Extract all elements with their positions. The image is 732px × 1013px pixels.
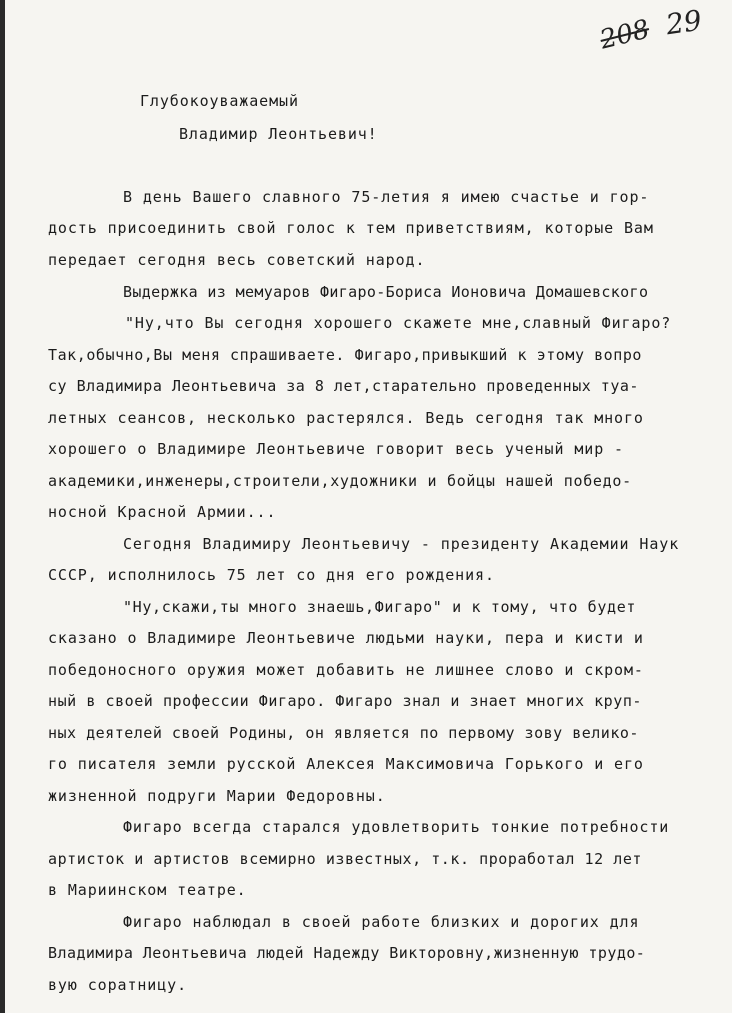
text-line: Владимира Леонтьевича людей Надежду Викторовну,жизненную трудо-	[48, 944, 646, 962]
text-line: Фигаро наблюдал в своей работе близких и дорогих для	[123, 913, 640, 931]
text-line: дость присоединить свой голос к тем приветствиям, которые Вам	[48, 219, 654, 237]
text-line: летных сеансов, несколько растерялся. Ведь сегодня так много	[48, 409, 644, 427]
text-line: го писателя земли русской Алексея Максимовича Горького и его	[48, 755, 644, 773]
text-line: артисток и артистов всемирно известных, т.к. проработал 12 лет	[48, 850, 643, 868]
old-page-number: 208	[597, 14, 653, 56]
text-line: ных деятелей своей Родины, он является по первому зову велико-	[48, 724, 639, 742]
page-number: 29	[664, 3, 705, 42]
text-line: ный в своей профессии Фигаро. Фигаро знал и знает многих круп-	[48, 692, 643, 710]
text-line: су Владимира Леонтьевича за 8 лет,старательно проведенных туа-	[48, 377, 639, 395]
text-line: жизненной подруги Марии Федоровны.	[48, 787, 386, 805]
text-line: хорошего о Владимире Леонтьевиче говорит весь ученый мир -	[48, 440, 624, 458]
salutation-line-1: Глубокоуважаемый	[140, 92, 299, 110]
text-line: в Мариинском театре.	[48, 881, 247, 899]
text-line: Выдержка из мемуаров Фигаро-Бориса Ионовича Домашевского	[123, 283, 649, 301]
text-line: Сегодня Владимиру Леонтьевичу - президенту Академии Наук	[123, 535, 680, 553]
text-line: "Ну,что Вы сегодня хорошего скажете мне,славный Фигаро?	[125, 314, 672, 332]
text-line: сказано о Владимире Леонтьевиче людьми науки, пера и кисти и	[48, 629, 644, 647]
text-line: академики,инженеры,строители,художники и бойцы нашей победо-	[48, 472, 632, 490]
text-line: носной Красной Армии...	[48, 503, 277, 521]
text-line: В день Вашего славного 75-летия я имею счастье и гор-	[123, 188, 650, 206]
scan-edge	[0, 0, 5, 1013]
text-line: победоносного оружия может добавить не лишнее слово и скром-	[48, 661, 644, 679]
text-line: передает сегодня весь советский народ.	[48, 251, 426, 269]
text-line: Так,обычно,Вы меня спрашиваете. Фигаро,привыкший к этому вопро	[48, 346, 643, 364]
salutation-line-2: Владимир Леонтьевич!	[179, 125, 378, 143]
text-line: Фигаро всегда старался удовлетворить тонкие потребности	[123, 818, 670, 836]
text-line: СССР, исполнилось 75 лет со дня его рождения.	[48, 566, 495, 584]
text-line: вую соратницу.	[48, 976, 188, 994]
text-line: "Ну,скажи,ты много знаешь,Фигаро" и к тому, что будет	[123, 598, 637, 616]
